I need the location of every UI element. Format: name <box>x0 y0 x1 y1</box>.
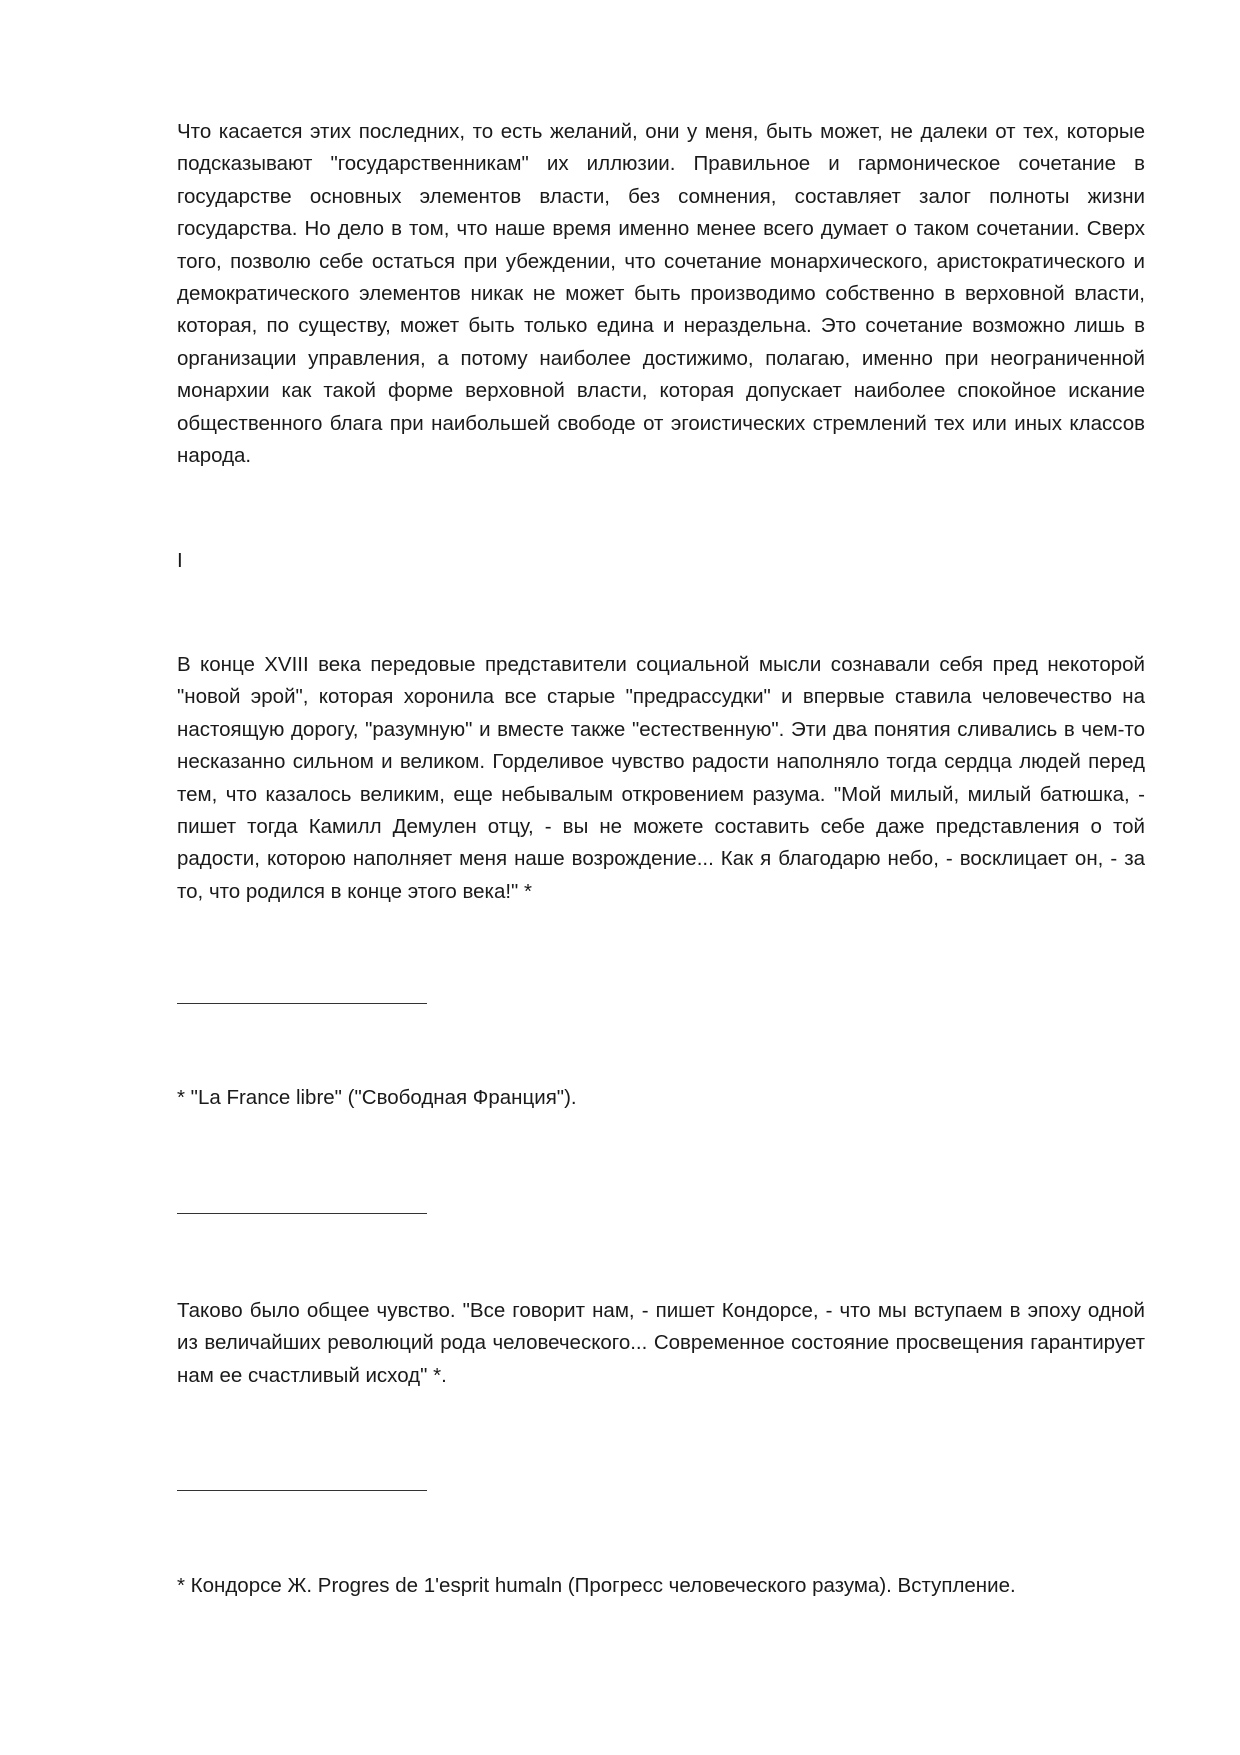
section-heading: I <box>177 549 183 572</box>
footnote-divider <box>177 1003 427 1004</box>
footnote-divider <box>177 1213 427 1214</box>
section-paragraph: Таково было общее чувство. "Все говорит нам, - пишет Кондорсе, - что мы вступаем в эпоху одной из величайших революций рода человеческого... Современное состояние просвещения гарантирует нам ее счастливый исход" *. <box>177 1299 1145 1387</box>
opening-paragraph: Что касается этих последних, то есть желаний, они у меня, быть может, не далеки от тех, которые подсказывают "государственникам" их иллюзии. Правильное и гармоническое сочетание в государстве основных элементов власти, без сомнения, составляет залог полноты жизни государства. Но дело в том, что наше время именно менее всего думает о таком сочетании. Сверх того, позволю себе остаться при убеждении, что сочетание монархического, аристократического и демократического элементов никак не может быть производимо собственно в верховной власти, которая, по существу, может быть только едина и нераздельна. Это сочетание возможно лишь в организации управления, а потому наиболее достижимо, полагаю, именно при неограниченной монархии как такой форме верховной власти, которая допускает наиболее спокойное искание общественного блага при наибольшей свободе от эгоистических стремлений тех или иных классов народа. <box>177 120 1145 468</box>
footnote: * Кондорсе Ж. Progres de 1'esprit humaln (Прогресс человеческого разума). Вступление. <box>177 1574 1016 1597</box>
footnote: * "La France libre" ("Свободная Франция"). <box>177 1086 577 1109</box>
footnote-divider <box>177 1490 427 1491</box>
section-paragraph: В конце XVIII века передовые представители социальной мысли сознавали себя пред некоторой "новой эрой", которая хоронила все старые "предрассудки" и впервые ставила человечество на настоящую дорогу, "разумную" и вместе также "естественную". Эти два понятия сливались в чем-то несказанно сильном и великом. Горделивое чувство радости наполняло тогда сердца людей перед тем, что казалось великим, еще небывалым откровением разума. "Мой милый, милый батюшка, - пишет тогда Камилл Демулен отцу, - вы не можете составить себе даже представления о той радости, которою наполняет меня наше возрождение... Как я благодарю небо, - восклицает он, - за то, что родился в конце этого века!" * <box>177 653 1145 903</box>
